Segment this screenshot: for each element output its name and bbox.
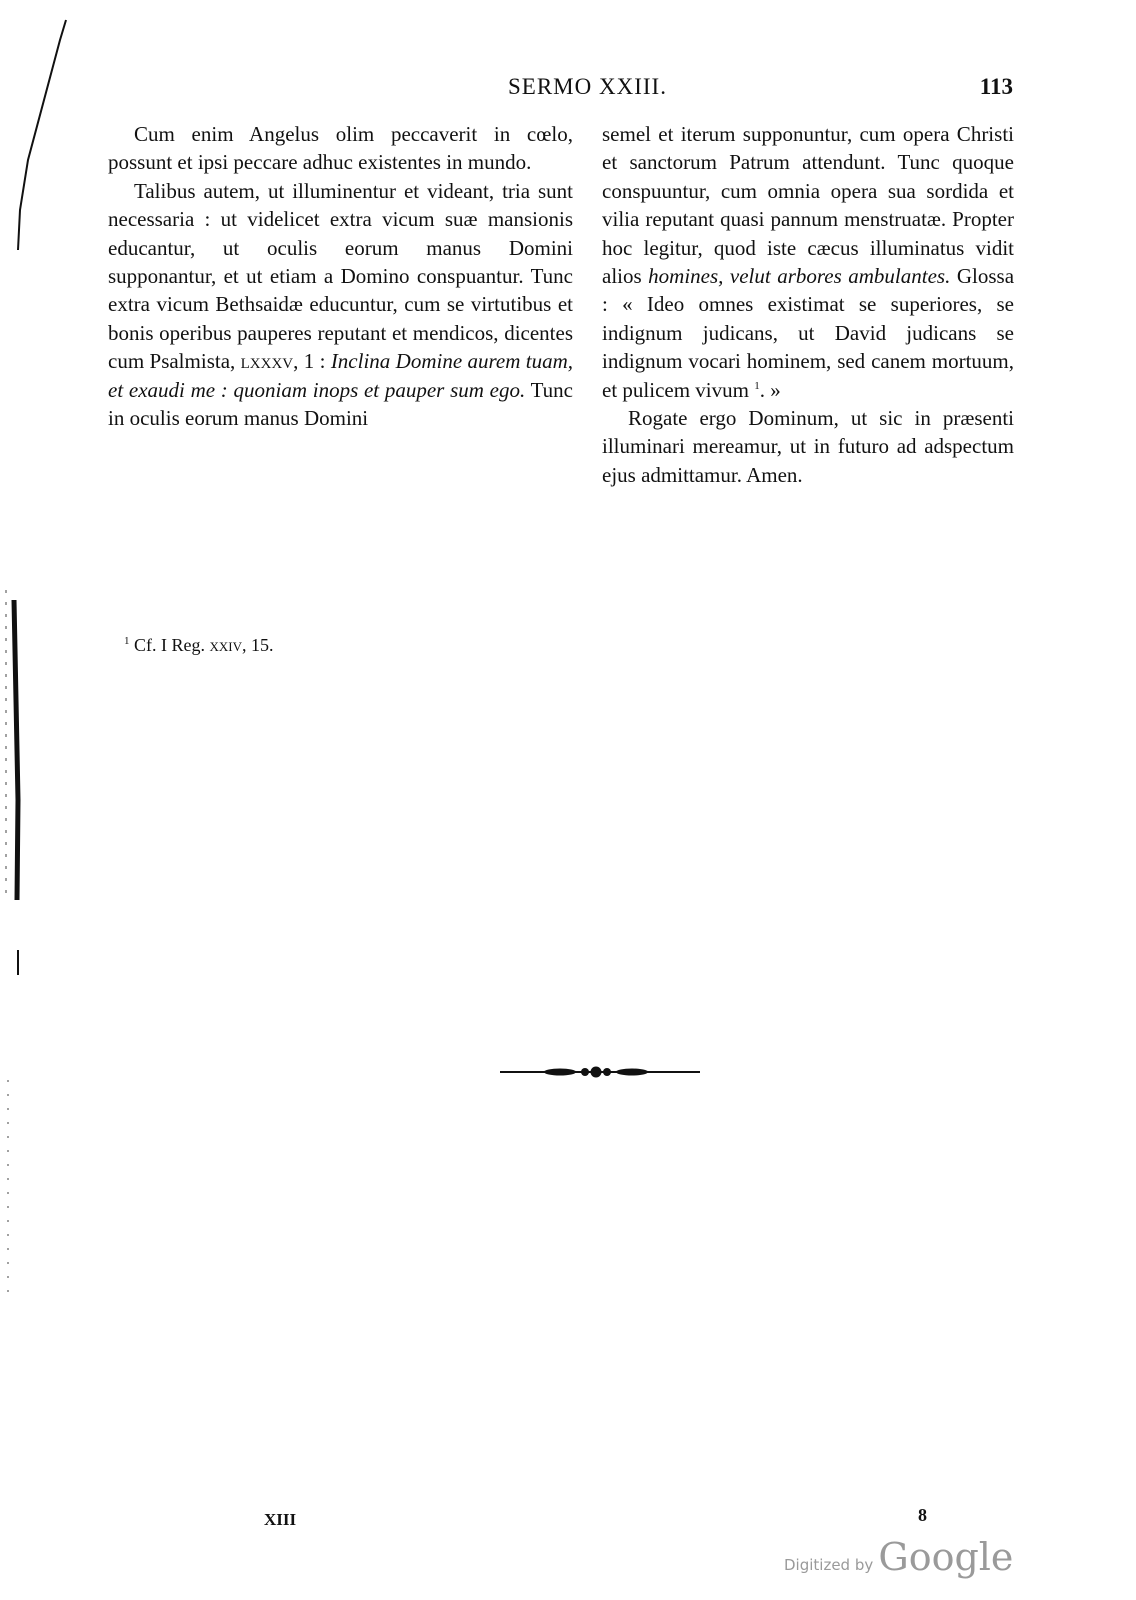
right-paragraph-1 — [602, 120, 1014, 404]
right-p1-text-a: semel et iterum supponuntur, cum opera Christi et sanctorum Patrum attendunt. Tunc quoque conspuuntur, cum omnia opera sua sordida et vilia reputant quasi pannum menstruatæ. Propter hoc legitur, quod iste cæcus illuminatus vidit alios — [602, 122, 1014, 289]
quote-close: . » — [759, 377, 781, 402]
right-p1-italic: homines, velut arbores ambulantes. — [648, 264, 951, 289]
left-p2-text: Talibus autem, ut illuminentur et videant, tria sunt necessaria : ut videlicet extra vicum suæ mansionis educantur, ut oculis eorum manus Domini supponantur, et ut etiam a Domino conspuantur. Tunc extra vicum Bethsaidæ educuntur, cum se virtutibus et bonis operibus pauperes reputant et mendicos, dicentes cum Psalmista, — [108, 178, 573, 374]
right-paragraph-2: Rogate ergo Dominum, ut sic in præsenti illuminari mereamur, ut in futuro ad adspectum ejus admittamur. Amen. — [602, 406, 1014, 487]
psalm-quote: Inclina Domine aurem tuam, et exaudi me : quoniam inops et pauper sum ego. — [108, 349, 573, 402]
scan-edge-marks — [0, 0, 80, 1600]
psalm-verse: , 1 : — [293, 349, 326, 374]
footnote — [124, 635, 274, 656]
footnote-number: 1 — [124, 635, 130, 647]
watermark-prefix: Digitized by — [784, 1556, 874, 1574]
right-column — [602, 120, 1014, 489]
digitized-watermark — [784, 1535, 1013, 1579]
footnote-ref-num: , 15. — [242, 635, 274, 655]
right-p1-text-b: Glossa : « Ideo omnes existimat se superiores, se indignum judicans, ut David judicans se indignum vocari hominem, sed canem mortuum, et pulicem vivum — [602, 264, 1015, 402]
left-paragraph-1: Cum enim Angelus olim peccaverit in cœlo, possunt et ipsi peccare adhuc existentes in mundo. — [108, 122, 573, 175]
signature-mark: XIII — [264, 1510, 297, 1529]
footnote-text: Cf. I Reg. — [134, 635, 205, 655]
google-logo: Google — [878, 1535, 1014, 1579]
left-p2-tail: Tunc in oculis eorum manus Domini — [108, 377, 573, 431]
sheet-number: 8 — [918, 1505, 927, 1525]
psalm-reference: lxxxv — [240, 349, 294, 374]
left-column — [108, 120, 573, 432]
running-title: SERMO XXIII. — [508, 74, 667, 99]
footnote-marker: 1 — [754, 379, 760, 392]
section-ornament — [500, 1064, 700, 1080]
footnote-ref: xxiv — [209, 635, 242, 655]
page-header — [508, 74, 1013, 110]
left-paragraph-2 — [108, 177, 573, 433]
page-number: 113 — [979, 74, 1013, 99]
